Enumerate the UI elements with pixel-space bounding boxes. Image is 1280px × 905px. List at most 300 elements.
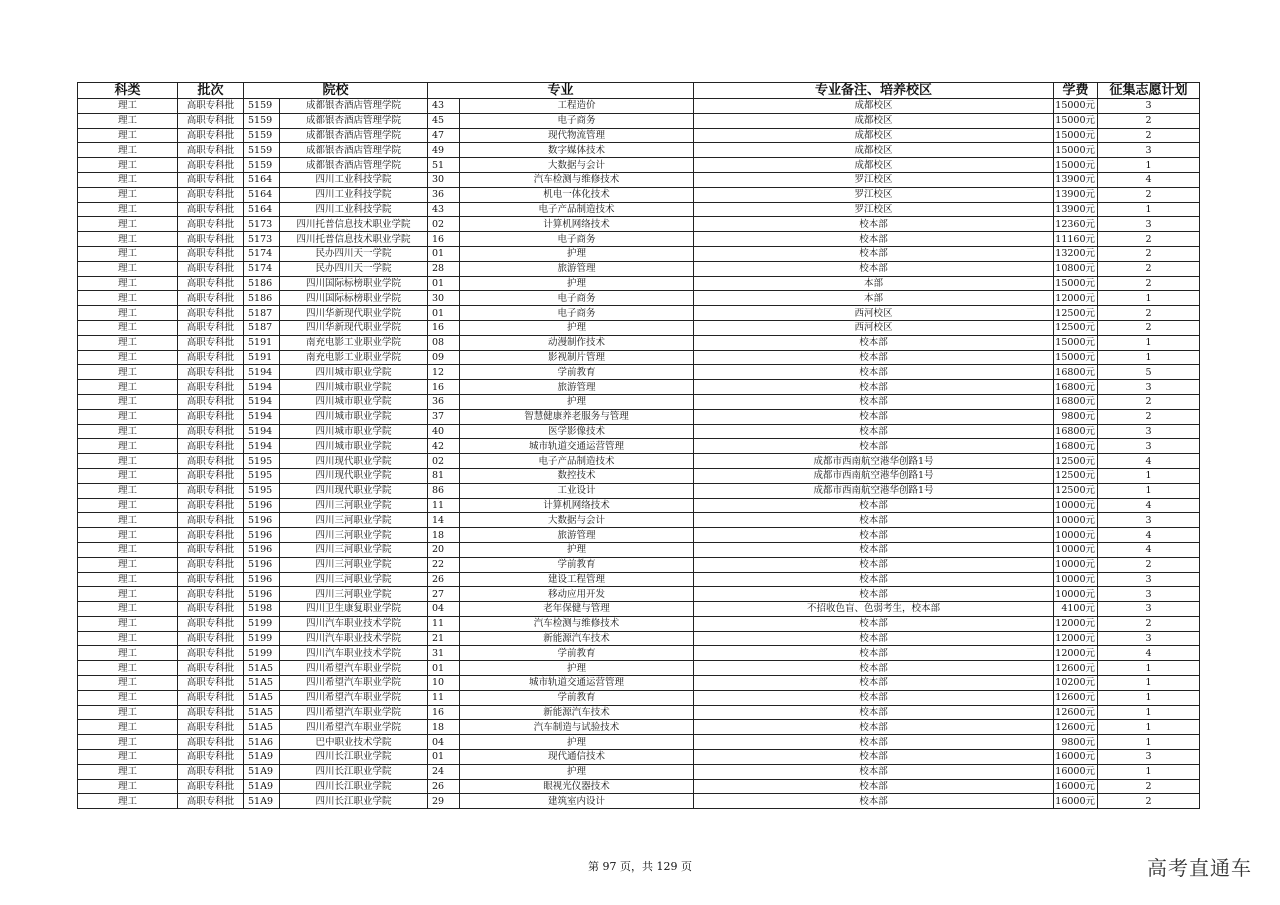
cell-batch: 高职专科批 <box>178 750 244 765</box>
cell-tuition: 11160元 <box>1054 232 1098 247</box>
cell-batch: 高职专科批 <box>178 320 244 335</box>
cell-school-code: 5191 <box>244 350 280 365</box>
cell-school-name: 四川长江职业学院 <box>280 764 428 779</box>
cell-batch: 高职专科批 <box>178 498 244 513</box>
table-row <box>78 128 1200 143</box>
cell-major-name: 智慧健康养老服务与管理 <box>460 409 694 424</box>
cell-school-code: 5195 <box>244 468 280 483</box>
cell-tuition: 12500元 <box>1054 454 1098 469</box>
cell-major-name: 电子产品制造技术 <box>460 454 694 469</box>
cell-major-code: 51 <box>428 158 460 173</box>
cell-plan-count: 2 <box>1098 306 1200 321</box>
header-school: 院校 <box>244 83 428 99</box>
cell-tuition: 12000元 <box>1054 291 1098 306</box>
cell-major-code: 16 <box>428 320 460 335</box>
cell-batch: 高职专科批 <box>178 572 244 587</box>
cell-school-code: 5196 <box>244 513 280 528</box>
cell-batch: 高职专科批 <box>178 439 244 454</box>
cell-major-name: 大数据与会计 <box>460 158 694 173</box>
cell-category: 理工 <box>78 276 178 291</box>
cell-plan-count: 4 <box>1098 646 1200 661</box>
cell-batch: 高职专科批 <box>178 409 244 424</box>
cell-tuition: 16800元 <box>1054 394 1098 409</box>
table-row <box>78 720 1200 735</box>
cell-school-code: 51A9 <box>244 779 280 794</box>
cell-major-name: 现代通信技术 <box>460 750 694 765</box>
cell-major-code: 02 <box>428 454 460 469</box>
cell-batch: 高职专科批 <box>178 158 244 173</box>
cell-major-name: 护理 <box>460 320 694 335</box>
cell-school-code: 5164 <box>244 172 280 187</box>
cell-category: 理工 <box>78 764 178 779</box>
cell-school-code: 5198 <box>244 602 280 617</box>
cell-batch: 高职专科批 <box>178 335 244 350</box>
cell-category: 理工 <box>78 468 178 483</box>
cell-major-name: 移动应用开发 <box>460 587 694 602</box>
cell-school-code: 5187 <box>244 306 280 321</box>
cell-major-code: 01 <box>428 661 460 676</box>
cell-school-name: 四川华新现代职业学院 <box>280 320 428 335</box>
cell-school-code: 5173 <box>244 232 280 247</box>
cell-school-code: 5174 <box>244 261 280 276</box>
cell-major-code: 08 <box>428 335 460 350</box>
table-row <box>78 320 1200 335</box>
cell-major-code: 10 <box>428 676 460 691</box>
cell-major-notes: 校本部 <box>694 794 1054 809</box>
table-row <box>78 335 1200 350</box>
cell-batch: 高职专科批 <box>178 128 244 143</box>
cell-major-notes: 校本部 <box>694 335 1054 350</box>
cell-major-code: 29 <box>428 794 460 809</box>
cell-major-name: 建筑室内设计 <box>460 794 694 809</box>
cell-batch: 高职专科批 <box>178 261 244 276</box>
cell-plan-count: 4 <box>1098 498 1200 513</box>
cell-plan-count: 3 <box>1098 439 1200 454</box>
cell-school-name: 四川托普信息技术职业学院 <box>280 217 428 232</box>
cell-category: 理工 <box>78 158 178 173</box>
table-row <box>78 187 1200 202</box>
cell-major-name: 护理 <box>460 542 694 557</box>
cell-major-name: 汽车检测与维修技术 <box>460 172 694 187</box>
cell-tuition: 16800元 <box>1054 424 1098 439</box>
header-major-notes: 专业备注、培养校区 <box>694 83 1054 99</box>
table-body <box>78 99 1200 809</box>
cell-plan-count: 2 <box>1098 276 1200 291</box>
table-row <box>78 750 1200 765</box>
table-row <box>78 143 1200 158</box>
cell-major-name: 学前教育 <box>460 557 694 572</box>
cell-plan-count: 3 <box>1098 380 1200 395</box>
cell-major-code: 04 <box>428 602 460 617</box>
cell-major-name: 旅游管理 <box>460 261 694 276</box>
table-row <box>78 602 1200 617</box>
cell-major-code: 01 <box>428 306 460 321</box>
cell-major-notes: 罗江校区 <box>694 202 1054 217</box>
cell-tuition: 10200元 <box>1054 676 1098 691</box>
cell-school-code: 51A9 <box>244 794 280 809</box>
cell-major-code: 01 <box>428 276 460 291</box>
table-row <box>78 424 1200 439</box>
table-row <box>78 454 1200 469</box>
cell-school-code: 5194 <box>244 365 280 380</box>
cell-major-name: 大数据与会计 <box>460 513 694 528</box>
cell-category: 理工 <box>78 365 178 380</box>
cell-major-code: 40 <box>428 424 460 439</box>
cell-category: 理工 <box>78 202 178 217</box>
cell-school-code: 5199 <box>244 616 280 631</box>
cell-tuition: 13900元 <box>1054 187 1098 202</box>
cell-plan-count: 1 <box>1098 483 1200 498</box>
cell-school-code: 5159 <box>244 128 280 143</box>
cell-school-name: 四川汽车职业技术学院 <box>280 646 428 661</box>
cell-major-notes: 校本部 <box>694 528 1054 543</box>
cell-plan-count: 2 <box>1098 616 1200 631</box>
cell-category: 理工 <box>78 172 178 187</box>
cell-category: 理工 <box>78 542 178 557</box>
cell-tuition: 13900元 <box>1054 202 1098 217</box>
cell-tuition: 15000元 <box>1054 276 1098 291</box>
cell-major-code: 30 <box>428 172 460 187</box>
table-row <box>78 483 1200 498</box>
cell-school-code: 5196 <box>244 587 280 602</box>
cell-major-notes: 校本部 <box>694 764 1054 779</box>
header-tuition: 学费 <box>1054 83 1098 99</box>
cell-tuition: 10000元 <box>1054 587 1098 602</box>
cell-batch: 高职专科批 <box>178 291 244 306</box>
cell-major-notes: 校本部 <box>694 217 1054 232</box>
cell-major-code: 11 <box>428 616 460 631</box>
cell-school-code: 5186 <box>244 276 280 291</box>
cell-plan-count: 4 <box>1098 172 1200 187</box>
cell-major-name: 电子产品制造技术 <box>460 202 694 217</box>
cell-school-name: 四川现代职业学院 <box>280 468 428 483</box>
cell-major-code: 31 <box>428 646 460 661</box>
cell-school-code: 5174 <box>244 246 280 261</box>
cell-tuition: 10000元 <box>1054 542 1098 557</box>
table-row <box>78 468 1200 483</box>
cell-major-name: 护理 <box>460 735 694 750</box>
cell-major-name: 电子商务 <box>460 113 694 128</box>
cell-category: 理工 <box>78 483 178 498</box>
cell-school-name: 四川国际标榜职业学院 <box>280 276 428 291</box>
cell-major-name: 护理 <box>460 764 694 779</box>
cell-category: 理工 <box>78 232 178 247</box>
table-row <box>78 690 1200 705</box>
cell-batch: 高职专科批 <box>178 306 244 321</box>
cell-major-notes: 成都校区 <box>694 128 1054 143</box>
cell-major-code: 21 <box>428 631 460 646</box>
cell-major-notes: 成都市西南航空港华创路1号 <box>694 468 1054 483</box>
table-row <box>78 557 1200 572</box>
cell-tuition: 16000元 <box>1054 794 1098 809</box>
cell-major-name: 计算机网络技术 <box>460 498 694 513</box>
table-row <box>78 158 1200 173</box>
cell-major-name: 电子商务 <box>460 306 694 321</box>
table-row <box>78 217 1200 232</box>
cell-major-name: 工程造价 <box>460 99 694 114</box>
cell-batch: 高职专科批 <box>178 232 244 247</box>
cell-category: 理工 <box>78 779 178 794</box>
cell-major-name: 建设工程管理 <box>460 572 694 587</box>
cell-school-code: 5199 <box>244 646 280 661</box>
table-row <box>78 498 1200 513</box>
cell-school-name: 成都银杏酒店管理学院 <box>280 158 428 173</box>
cell-plan-count: 4 <box>1098 454 1200 469</box>
cell-tuition: 9800元 <box>1054 409 1098 424</box>
cell-category: 理工 <box>78 424 178 439</box>
table-row <box>78 409 1200 424</box>
cell-tuition: 10800元 <box>1054 261 1098 276</box>
cell-school-name: 四川华新现代职业学院 <box>280 306 428 321</box>
cell-plan-count: 1 <box>1098 676 1200 691</box>
cell-school-code: 5195 <box>244 454 280 469</box>
cell-major-notes: 成都校区 <box>694 158 1054 173</box>
cell-major-name: 城市轨道交通运营管理 <box>460 439 694 454</box>
cell-category: 理工 <box>78 498 178 513</box>
cell-category: 理工 <box>78 690 178 705</box>
cell-school-code: 5194 <box>244 380 280 395</box>
cell-major-code: 16 <box>428 232 460 247</box>
cell-plan-count: 3 <box>1098 602 1200 617</box>
cell-plan-count: 2 <box>1098 128 1200 143</box>
cell-major-code: 26 <box>428 572 460 587</box>
table-row <box>78 380 1200 395</box>
cell-major-notes: 罗江校区 <box>694 172 1054 187</box>
cell-school-name: 四川三河职业学院 <box>280 513 428 528</box>
cell-major-code: 16 <box>428 705 460 720</box>
cell-category: 理工 <box>78 735 178 750</box>
cell-plan-count: 2 <box>1098 320 1200 335</box>
cell-major-code: 36 <box>428 187 460 202</box>
cell-batch: 高职专科批 <box>178 276 244 291</box>
cell-major-notes: 成都校区 <box>694 143 1054 158</box>
table-row <box>78 439 1200 454</box>
cell-major-name: 医学影像技术 <box>460 424 694 439</box>
cell-tuition: 12000元 <box>1054 646 1098 661</box>
cell-school-code: 51A5 <box>244 690 280 705</box>
header-plan: 征集志愿计划 <box>1098 83 1200 99</box>
cell-category: 理工 <box>78 113 178 128</box>
cell-category: 理工 <box>78 794 178 809</box>
cell-major-code: 14 <box>428 513 460 528</box>
cell-tuition: 15000元 <box>1054 99 1098 114</box>
table-header-row <box>78 83 1200 99</box>
cell-category: 理工 <box>78 676 178 691</box>
cell-major-notes: 成都市西南航空港华创路1号 <box>694 483 1054 498</box>
cell-major-notes: 成都市西南航空港华创路1号 <box>694 454 1054 469</box>
cell-category: 理工 <box>78 513 178 528</box>
cell-major-code: 28 <box>428 261 460 276</box>
cell-major-name: 学前教育 <box>460 365 694 380</box>
cell-batch: 高职专科批 <box>178 646 244 661</box>
cell-plan-count: 3 <box>1098 587 1200 602</box>
cell-school-code: 5196 <box>244 498 280 513</box>
cell-category: 理工 <box>78 380 178 395</box>
cell-major-code: 20 <box>428 542 460 557</box>
cell-plan-count: 2 <box>1098 113 1200 128</box>
cell-plan-count: 1 <box>1098 705 1200 720</box>
cell-tuition: 10000元 <box>1054 572 1098 587</box>
cell-major-code: 27 <box>428 587 460 602</box>
cell-school-name: 四川工业科技学院 <box>280 187 428 202</box>
cell-school-name: 四川三河职业学院 <box>280 587 428 602</box>
cell-major-code: 43 <box>428 99 460 114</box>
cell-tuition: 15000元 <box>1054 335 1098 350</box>
cell-category: 理工 <box>78 616 178 631</box>
cell-category: 理工 <box>78 557 178 572</box>
cell-major-code: 45 <box>428 113 460 128</box>
cell-major-code: 47 <box>428 128 460 143</box>
cell-major-notes: 校本部 <box>694 513 1054 528</box>
cell-batch: 高职专科批 <box>178 735 244 750</box>
cell-major-code: 16 <box>428 380 460 395</box>
cell-batch: 高职专科批 <box>178 350 244 365</box>
cell-major-code: 43 <box>428 202 460 217</box>
cell-major-notes: 校本部 <box>694 705 1054 720</box>
cell-school-code: 51A5 <box>244 705 280 720</box>
cell-plan-count: 1 <box>1098 720 1200 735</box>
cell-school-code: 5159 <box>244 99 280 114</box>
cell-school-code: 5194 <box>244 424 280 439</box>
cell-plan-count: 1 <box>1098 350 1200 365</box>
cell-batch: 高职专科批 <box>178 676 244 691</box>
cell-major-code: 02 <box>428 217 460 232</box>
cell-major-notes: 校本部 <box>694 735 1054 750</box>
cell-category: 理工 <box>78 217 178 232</box>
cell-school-code: 5159 <box>244 158 280 173</box>
cell-major-name: 汽车制造与试验技术 <box>460 720 694 735</box>
cell-major-name: 学前教育 <box>460 646 694 661</box>
cell-batch: 高职专科批 <box>178 424 244 439</box>
cell-major-notes: 校本部 <box>694 350 1054 365</box>
cell-major-name: 护理 <box>460 246 694 261</box>
cell-batch: 高职专科批 <box>178 365 244 380</box>
cell-school-name: 成都银杏酒店管理学院 <box>280 99 428 114</box>
cell-major-name: 新能源汽车技术 <box>460 631 694 646</box>
cell-school-name: 巴中职业技术学院 <box>280 735 428 750</box>
cell-plan-count: 3 <box>1098 217 1200 232</box>
cell-category: 理工 <box>78 320 178 335</box>
cell-tuition: 10000元 <box>1054 513 1098 528</box>
cell-category: 理工 <box>78 572 178 587</box>
cell-school-name: 四川城市职业学院 <box>280 409 428 424</box>
cell-major-notes: 校本部 <box>694 409 1054 424</box>
cell-school-name: 民办四川天一学院 <box>280 246 428 261</box>
cell-tuition: 10000元 <box>1054 498 1098 513</box>
cell-major-name: 数控技术 <box>460 468 694 483</box>
cell-tuition: 16000元 <box>1054 764 1098 779</box>
cell-school-name: 南充电影工业职业学院 <box>280 335 428 350</box>
cell-category: 理工 <box>78 454 178 469</box>
cell-major-notes: 校本部 <box>694 779 1054 794</box>
table-row <box>78 587 1200 602</box>
cell-category: 理工 <box>78 750 178 765</box>
header-batch: 批次 <box>178 83 244 99</box>
cell-plan-count: 1 <box>1098 735 1200 750</box>
cell-major-name: 影视制片管理 <box>460 350 694 365</box>
cell-major-code: 12 <box>428 365 460 380</box>
cell-major-name: 机电一体化技术 <box>460 187 694 202</box>
cell-school-name: 四川城市职业学院 <box>280 394 428 409</box>
cell-batch: 高职专科批 <box>178 217 244 232</box>
cell-major-notes: 本部 <box>694 276 1054 291</box>
table-row <box>78 705 1200 720</box>
cell-school-name: 四川希望汽车职业学院 <box>280 661 428 676</box>
table-row <box>78 528 1200 543</box>
table-row <box>78 735 1200 750</box>
cell-tuition: 12500元 <box>1054 306 1098 321</box>
cell-major-code: 11 <box>428 498 460 513</box>
cell-school-code: 5195 <box>244 483 280 498</box>
cell-tuition: 12600元 <box>1054 661 1098 676</box>
cell-category: 理工 <box>78 246 178 261</box>
cell-batch: 高职专科批 <box>178 483 244 498</box>
cell-tuition: 10000元 <box>1054 557 1098 572</box>
cell-school-name: 成都银杏酒店管理学院 <box>280 128 428 143</box>
cell-plan-count: 2 <box>1098 246 1200 261</box>
cell-major-code: 18 <box>428 720 460 735</box>
cell-tuition: 15000元 <box>1054 350 1098 365</box>
cell-major-notes: 西河校区 <box>694 306 1054 321</box>
table-row <box>78 646 1200 661</box>
cell-major-name: 旅游管理 <box>460 528 694 543</box>
cell-category: 理工 <box>78 128 178 143</box>
cell-plan-count: 2 <box>1098 232 1200 247</box>
cell-plan-count: 2 <box>1098 394 1200 409</box>
cell-school-name: 四川希望汽车职业学院 <box>280 705 428 720</box>
cell-major-notes: 校本部 <box>694 394 1054 409</box>
table-row <box>78 676 1200 691</box>
cell-major-code: 49 <box>428 143 460 158</box>
cell-category: 理工 <box>78 187 178 202</box>
cell-plan-count: 3 <box>1098 513 1200 528</box>
cell-plan-count: 3 <box>1098 631 1200 646</box>
cell-school-name: 四川国际标榜职业学院 <box>280 291 428 306</box>
cell-school-name: 四川长江职业学院 <box>280 794 428 809</box>
cell-batch: 高职专科批 <box>178 187 244 202</box>
cell-school-code: 5199 <box>244 631 280 646</box>
cell-major-code: 09 <box>428 350 460 365</box>
cell-batch: 高职专科批 <box>178 394 244 409</box>
cell-school-code: 5186 <box>244 291 280 306</box>
cell-school-code: 51A5 <box>244 720 280 735</box>
cell-major-notes: 校本部 <box>694 631 1054 646</box>
cell-school-name: 四川三河职业学院 <box>280 572 428 587</box>
cell-major-code: 81 <box>428 468 460 483</box>
cell-batch: 高职专科批 <box>178 468 244 483</box>
cell-major-name: 汽车检测与维修技术 <box>460 616 694 631</box>
cell-major-code: 01 <box>428 750 460 765</box>
cell-major-notes: 校本部 <box>694 616 1054 631</box>
cell-category: 理工 <box>78 99 178 114</box>
cell-school-code: 5196 <box>244 542 280 557</box>
cell-category: 理工 <box>78 143 178 158</box>
cell-plan-count: 1 <box>1098 335 1200 350</box>
cell-school-name: 四川城市职业学院 <box>280 424 428 439</box>
cell-major-notes: 校本部 <box>694 498 1054 513</box>
cell-school-code: 51A9 <box>244 764 280 779</box>
cell-batch: 高职专科批 <box>178 720 244 735</box>
cell-tuition: 12500元 <box>1054 468 1098 483</box>
cell-major-notes: 校本部 <box>694 690 1054 705</box>
cell-batch: 高职专科批 <box>178 528 244 543</box>
cell-major-code: 42 <box>428 439 460 454</box>
cell-school-name: 四川长江职业学院 <box>280 779 428 794</box>
cell-batch: 高职专科批 <box>178 454 244 469</box>
cell-major-notes: 校本部 <box>694 246 1054 261</box>
cell-batch: 高职专科批 <box>178 557 244 572</box>
table-row <box>78 616 1200 631</box>
